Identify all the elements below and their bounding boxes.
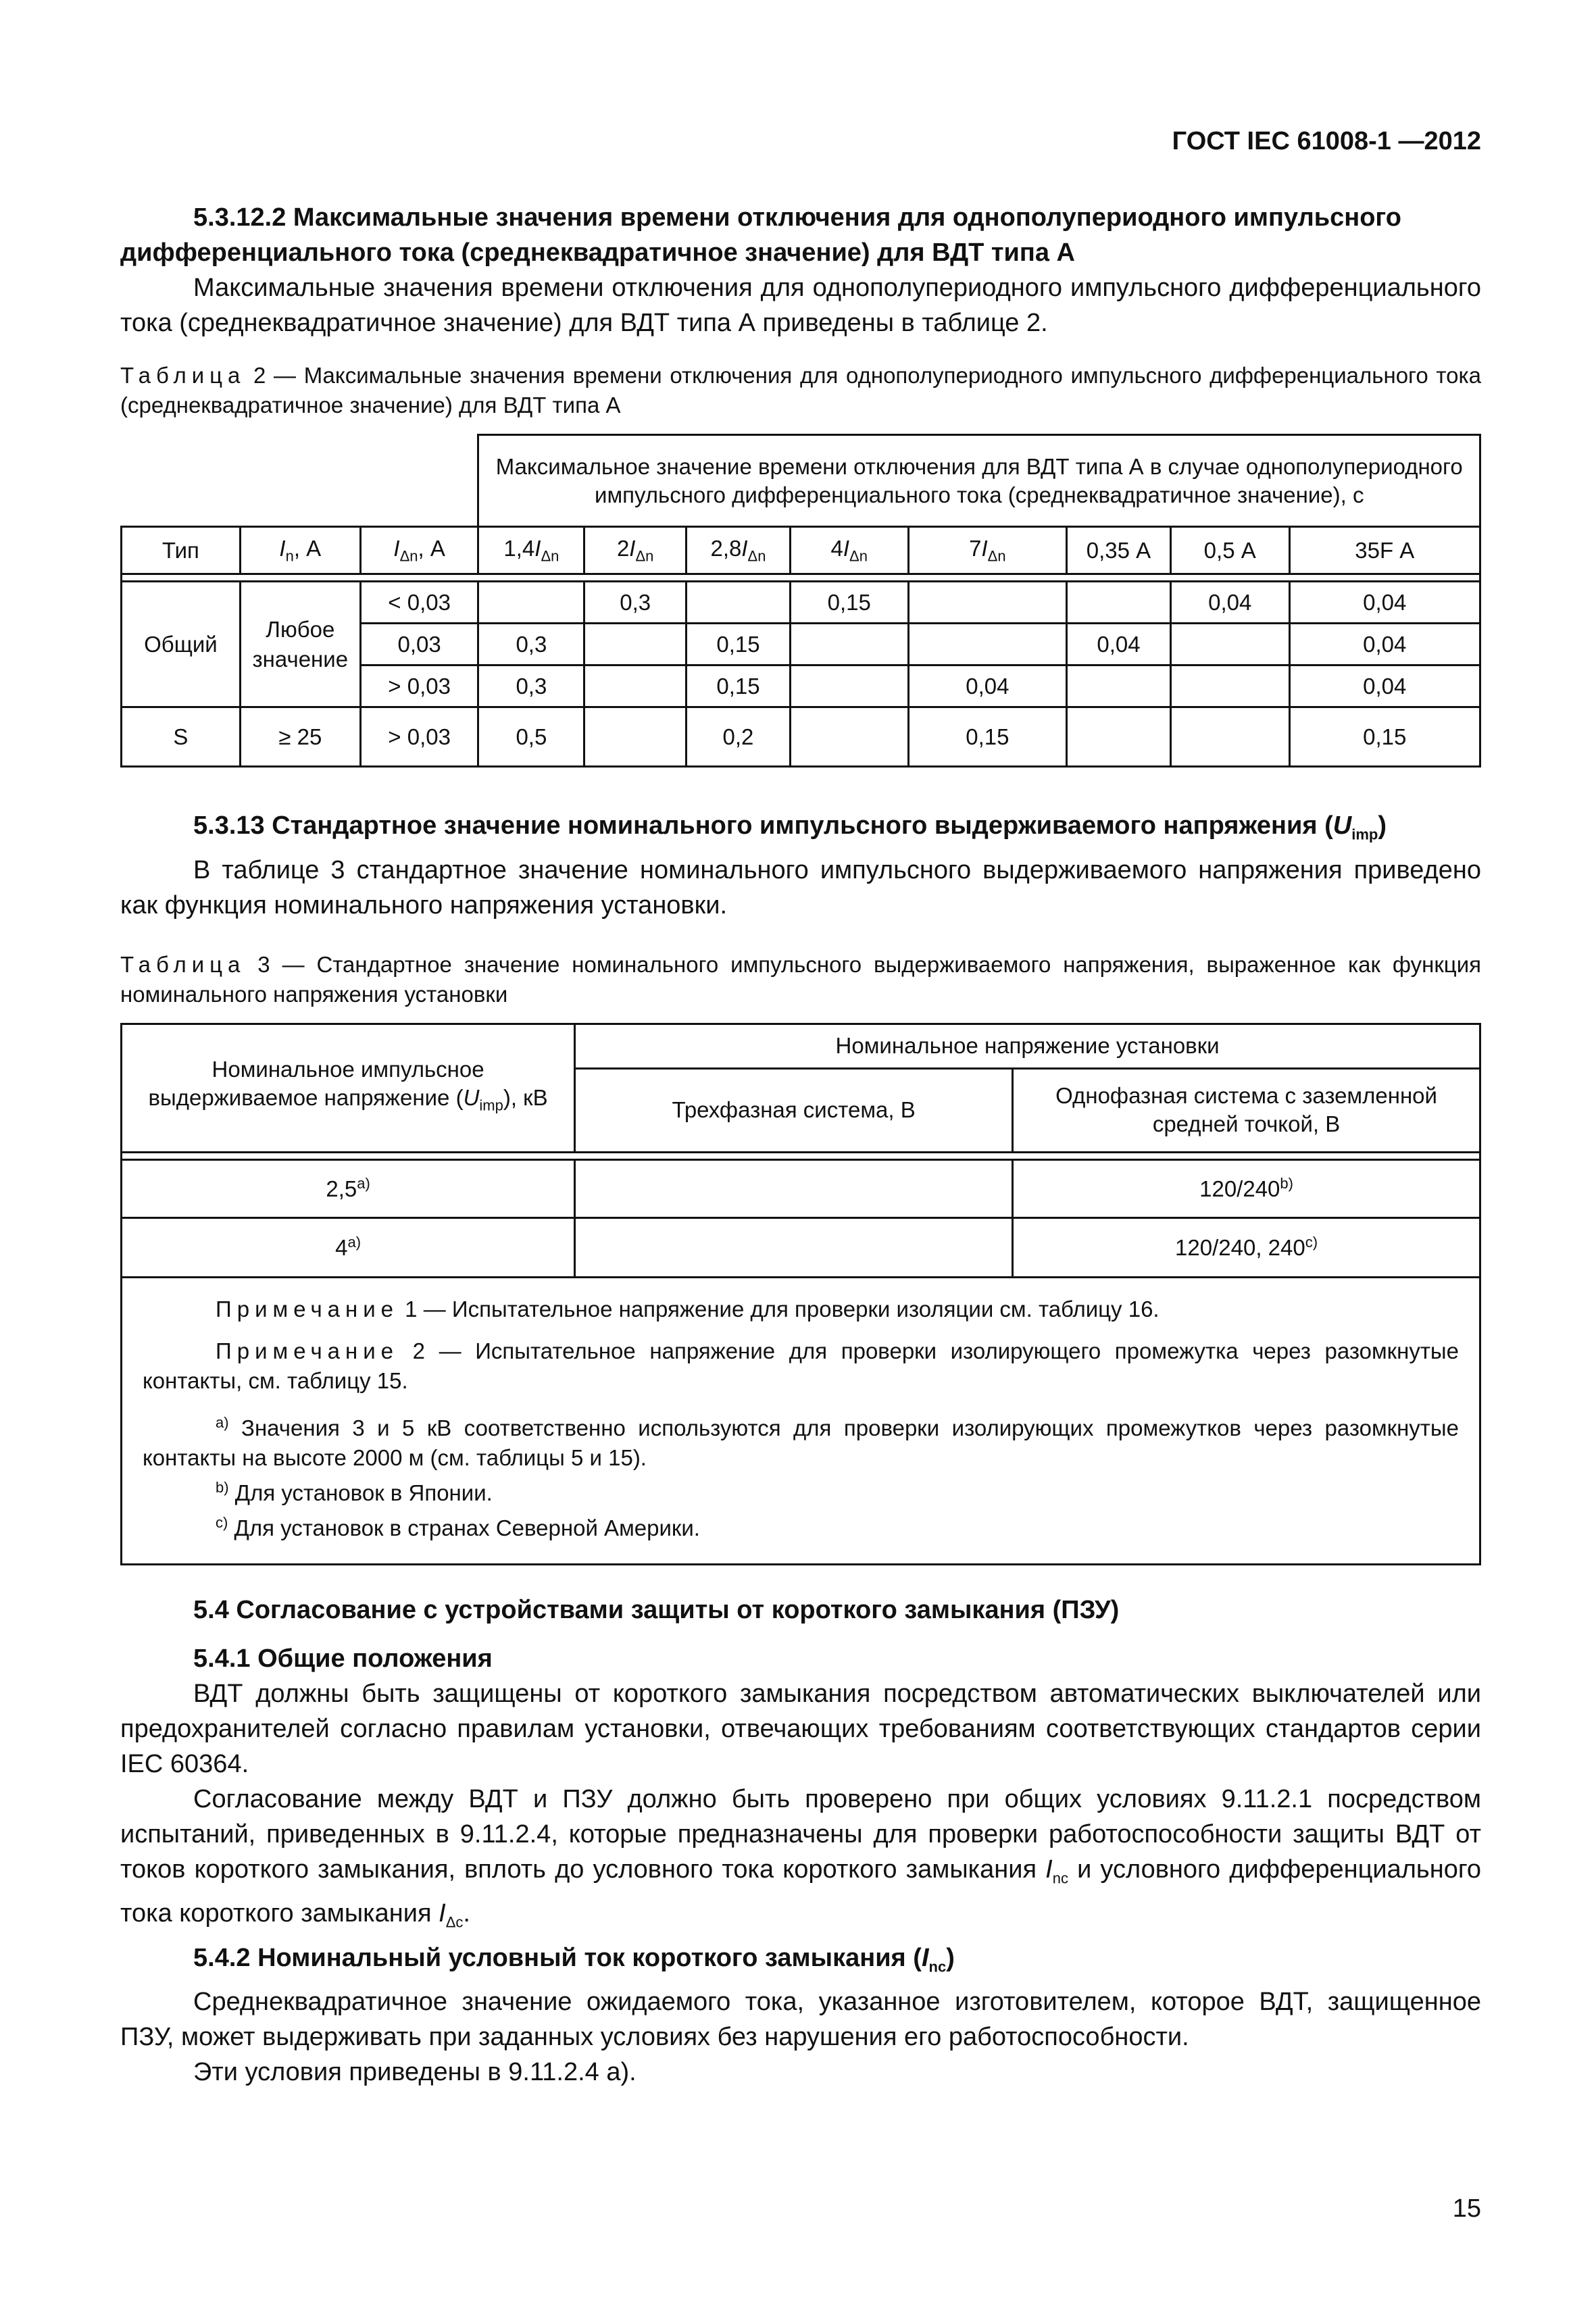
table-cell: < 0,03 xyxy=(360,582,478,624)
table-cell xyxy=(1170,665,1289,707)
table-3-col-single-phase: Однофазная система с заземленной средней точкой, В xyxy=(1013,1068,1480,1152)
section-5-3-12-2-title: 5.3.12.2 Максимальные значения времени отключения для однополупериодного импульсного дифференциального тока (среднеквадратичное значение) для ВДТ типа А xyxy=(120,203,1401,267)
table-cell: 0,04 xyxy=(1289,624,1480,665)
table-cell xyxy=(478,582,584,624)
table-cell: S xyxy=(122,707,241,767)
table-2-col-2-idn: $2I_{\Delta n}$ xyxy=(584,527,687,574)
page-content xyxy=(120,200,1481,2090)
table-row xyxy=(122,1159,1480,1217)
table-cell xyxy=(1170,624,1289,665)
table-cell xyxy=(575,1217,1013,1277)
table-cell: 0,04 xyxy=(1067,624,1171,665)
table-cell xyxy=(1067,582,1171,624)
table-cell: 0,3 xyxy=(478,665,584,707)
table-cell: 0,15 xyxy=(908,707,1067,767)
table-cell xyxy=(687,582,791,624)
table-2-any-value: Любое значение xyxy=(240,582,360,707)
table-3-caption: Таблица 3 — Стандартное значение номинального импульсного выдерживаемого напряжения, выраженное как функция номинального напряжения установки xyxy=(120,951,1481,1007)
table-row xyxy=(122,1217,1480,1277)
table-cell: 0,5 xyxy=(478,707,584,767)
table-cell: 4$^{a)}$ xyxy=(122,1217,575,1277)
table-3-group-header: Номинальное напряжение установки xyxy=(575,1024,1480,1068)
table-2-col-type: Тип xyxy=(122,527,241,574)
table-2-type-general: Общий xyxy=(122,582,241,707)
table-3-col-impulse-voltage: Номинальное импульсное выдерживаемое напряжение $(U_{imp})$, кВ xyxy=(122,1024,575,1152)
table-cell: 2,5$^{a)}$ xyxy=(122,1159,575,1217)
table-cell xyxy=(1067,707,1171,767)
table-row xyxy=(122,707,1480,767)
table-2-col-idn: $I_{\Delta n}$, А xyxy=(360,527,478,574)
table-cell: 0,15 xyxy=(1289,707,1480,767)
table-2-caption: Таблица 2 — Максимальные значения времени отключения для однополупериодного импульсного дифференциального тока (среднеквадратичное значение) для ВДТ типа А xyxy=(120,363,1481,418)
table-cell: ≥ 25 xyxy=(240,707,360,767)
table-cell xyxy=(790,624,908,665)
table-2-col-0-5a: 0,5 А xyxy=(1170,527,1289,574)
table-cell xyxy=(584,665,687,707)
table-3-footnote-c: $^{c)}$ Для установок в странах Северной Америки. xyxy=(216,1513,700,1540)
table-cell: 0,03 xyxy=(360,624,478,665)
table-cell: 0,3 xyxy=(584,582,687,624)
table-cell: > 0,03 xyxy=(360,707,478,767)
table-3-note-1: Примечание 1 — Испытательное напряжение для проверки изоляции см. таблицу 16. xyxy=(216,1296,1159,1322)
table-cell xyxy=(908,582,1067,624)
document-id-header: ГОСТ IEC 61008-1 —2012 xyxy=(1172,127,1481,155)
table-2-col-in: $I_n$, А xyxy=(240,527,360,574)
table-2-col-7-idn: $7I_{\Delta n}$ xyxy=(908,527,1067,574)
section-5-4-1-title: 5.4.1 Общие положения xyxy=(193,1644,493,1673)
section-5-4-2-para-1: Среднеквадратичное значение ожидаемого тока, указанное изготовителем, которое ВДТ, защищенное ПЗУ, может выдерживать при заданных условиях без нарушения его работоспособности. xyxy=(120,1988,1481,2052)
table-cell xyxy=(1170,707,1289,767)
table-2-group-header: Максимальное значение времени отключения для ВДТ типа А в случае однополупериодного импульсного дифференциального тока (среднеквадратичное значение), с xyxy=(478,435,1480,527)
section-5-4-2-para-2: Эти условия приведены в 9.11.2.4 а). xyxy=(193,2058,637,2087)
table-cell xyxy=(575,1159,1013,1217)
table-2-col-1-4-idn: $1,4I_{\Delta n}$ xyxy=(478,527,584,574)
section-5-4-1-para-1: ВДТ должны быть защищены от короткого замыкания посредством автоматических выключателей или предохранителей согласно правилам установки, отвечающих требованиям соответствующих стандартов серии IEC 60364. xyxy=(120,1679,1481,1778)
section-5-4-1-para-2: Согласование между ВДТ и ПЗУ должно быть проверено при общих условиях 9.11.2.1 посредством испытаний, приведенных в 9.11.2.4, которые предназначены для проверки работоспособности защиты ВДТ от токов короткого замыкания, вплоть до условного тока короткого замыкания $I_{nc}$ и условного дифференциального тока короткого замыкания $I_{\Delta c}$. xyxy=(120,1784,1481,1931)
table-3 xyxy=(120,1023,1481,1565)
section-5-3-13-title: 5.3.13 Стандартное значение номинального импульсного выдерживаемого напряжения $(U_{imp})$ xyxy=(193,811,1387,843)
table-2-blank-corner xyxy=(122,435,478,527)
table-cell: > 0,03 xyxy=(360,665,478,707)
table-3-footnote-a: $^{a)}$ Значения 3 и 5 кВ соответственно используются для проверки изолирующих промежутков через разомкнутые контакты на высоте 2000 м (см. таблицы 5 и 15). xyxy=(143,1413,1459,1470)
table-row xyxy=(122,582,1480,624)
table-cell: 0,2 xyxy=(687,707,791,767)
table-cell: 120/240$^{b)}$ xyxy=(1013,1159,1480,1217)
table-cell: 0,04 xyxy=(908,665,1067,707)
table-2-col-4-idn: $4I_{\Delta n}$ xyxy=(790,527,908,574)
table-3-footnote-b: $^{b)}$ Для установок в Японии. xyxy=(216,1478,493,1505)
table-cell xyxy=(908,624,1067,665)
table-cell xyxy=(790,707,908,767)
table-cell xyxy=(584,624,687,665)
table-cell xyxy=(584,707,687,767)
section-5-4-2-title: 5.4.2 Номинальный условный ток короткого замыкания $(I_{nc})$ xyxy=(193,1943,955,1976)
page-number: 15 xyxy=(1452,2194,1481,2223)
table-cell xyxy=(790,665,908,707)
table-3-note-2: Примечание 2 — Испытательное напряжение для проверки изолирующего промежутка через разомкнутые контакты, см. таблицу 15. xyxy=(143,1338,1459,1393)
table-cell: 120/240, 240$^{c)}$ xyxy=(1013,1217,1480,1277)
table-3-notes xyxy=(122,1277,1480,1564)
table-2-col-2-8-idn: $2,8I_{\Delta n}$ xyxy=(687,527,791,574)
section-5-3-13-body: В таблице 3 стандартное значение номинального импульсного выдерживаемого напряжения приведено как функция номинального напряжения установки. xyxy=(120,855,1481,920)
table-2-col-0-35a: 0,35 А xyxy=(1067,527,1171,574)
table-cell: 0,04 xyxy=(1170,582,1289,624)
table-cell: 0,3 xyxy=(478,624,584,665)
table-cell: 0,15 xyxy=(790,582,908,624)
table-cell: 0,04 xyxy=(1289,665,1480,707)
section-5-4-title: 5.4 Согласование с устройствами защиты от короткого замыкания (ПЗУ) xyxy=(193,1595,1120,1624)
table-3-col-three-phase: Трехфазная система, В xyxy=(575,1068,1013,1152)
table-cell: 0,04 xyxy=(1289,582,1480,624)
table-2-col-35fa: 35F А xyxy=(1289,527,1480,574)
table-2 xyxy=(120,434,1481,768)
table-cell: 0,15 xyxy=(687,624,791,665)
section-5-3-12-2-body: Максимальные значения времени отключения для однополупериодного импульсного дифференциального тока (среднеквадратичное значение) для ВДТ типа А приведены в таблице 2. xyxy=(120,274,1481,337)
table-cell: 0,15 xyxy=(687,665,791,707)
table-cell xyxy=(1067,665,1171,707)
